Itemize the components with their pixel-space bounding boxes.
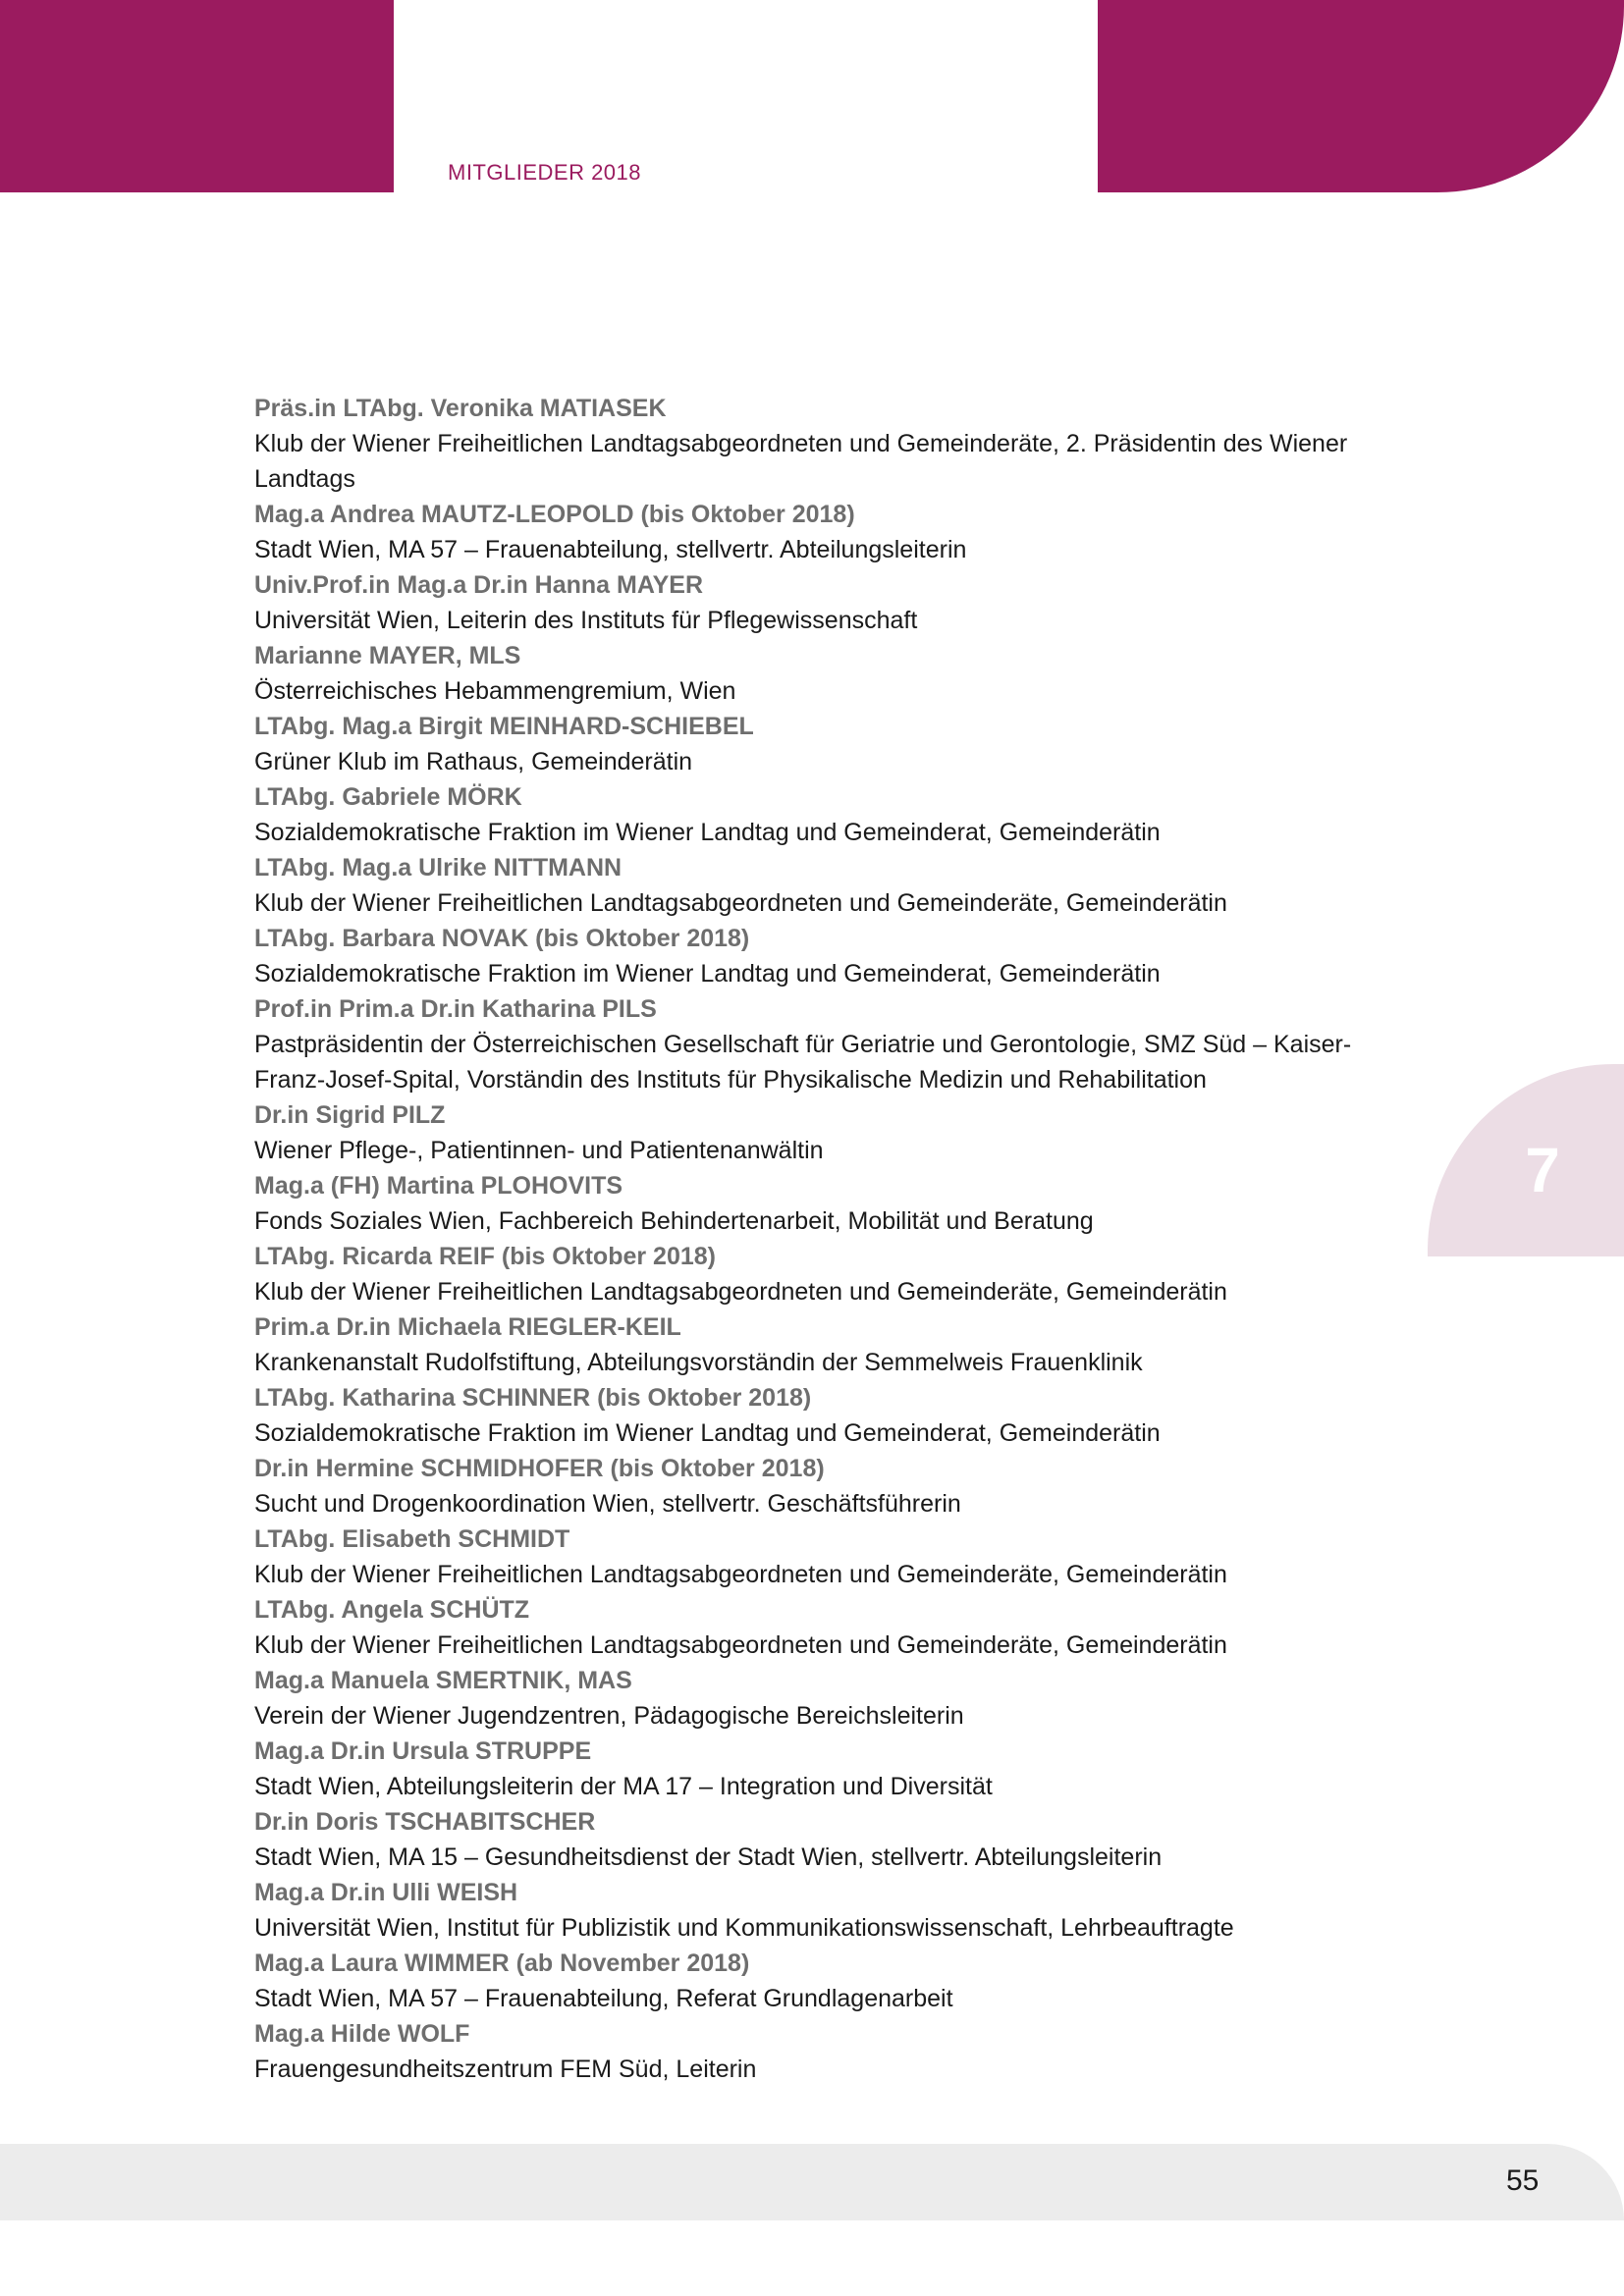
member-affiliation: Klub der Wiener Freiheitlichen Landtagsabgeordneten und Gemeinderäte, Gemeinderätin [254, 1278, 1227, 1306]
member-name: LTAbg. Katharina SCHINNER (bis Oktober 2018) [254, 1384, 812, 1412]
member-name: Prof.in Prim.a Dr.in Katharina PILS [254, 995, 657, 1023]
member-name: Univ.Prof.in Mag.a Dr.in Hanna MAYER [254, 571, 704, 599]
member-affiliation: Klub der Wiener Freiheitlichen Landtagsabgeordneten und Gemeinderäte, Gemeinderätin [254, 1631, 1227, 1659]
member-name: Mag.a Hilde WOLF [254, 2020, 470, 2048]
member-entry [254, 1309, 1354, 1380]
member-name: LTAbg. Mag.a Ulrike NITTMANN [254, 854, 623, 881]
member-name: LTAbg. Angela SCHÜTZ [254, 1596, 530, 1624]
member-name: Mag.a Laura WIMMER (ab November 2018) [254, 1949, 750, 1977]
member-name: Dr.in Sigrid PILZ [254, 1101, 446, 1129]
member-affiliation: Stadt Wien, Abteilungsleiterin der MA 17 – Integration und Diversität [254, 1773, 993, 1800]
member-entry [254, 1592, 1354, 1663]
member-affiliation: Sozialdemokratische Fraktion im Wiener Landtag und Gemeinderat, Gemeinderätin [254, 1419, 1161, 1447]
page-number: 55 [1506, 2164, 1540, 2197]
member-entry [254, 638, 1354, 709]
member-name: Mag.a Manuela SMERTNIK, MAS [254, 1667, 632, 1694]
header-decor-left [0, 0, 394, 192]
member-entry [254, 1946, 1354, 2016]
member-affiliation: Sozialdemokratische Fraktion im Wiener Landtag und Gemeinderat, Gemeinderätin [254, 819, 1161, 846]
member-affiliation: Klub der Wiener Freiheitlichen Landtagsabgeordneten und Gemeinderäte, Gemeinderätin [254, 889, 1227, 917]
member-entry [254, 779, 1354, 850]
member-affiliation: Sucht und Drogenkoordination Wien, stellvertr. Geschäftsführerin [254, 1490, 961, 1518]
member-affiliation: Stadt Wien, MA 57 – Frauenabteilung, stellvertr. Abteilungsleiterin [254, 536, 967, 563]
member-entry [254, 1663, 1354, 1734]
member-entry [254, 1168, 1354, 1239]
member-entry [254, 1734, 1354, 1804]
member-affiliation: Wiener Pflege-, Patientinnen- und Patientenanwältin [254, 1137, 824, 1164]
member-affiliation: Stadt Wien, MA 15 – Gesundheitsdienst der Stadt Wien, stellvertr. Abteilungsleiterin [254, 1843, 1163, 1871]
member-affiliation: Sozialdemokratische Fraktion im Wiener Landtag und Gemeinderat, Gemeinderätin [254, 960, 1161, 988]
member-name: Dr.in Doris TSCHABITSCHER [254, 1808, 596, 1836]
member-name: Mag.a Dr.in Ursula STRUPPE [254, 1737, 592, 1765]
member-entry [254, 1239, 1354, 1309]
member-list [254, 391, 1354, 2087]
member-name: LTAbg. Elisabeth SCHMIDT [254, 1525, 570, 1553]
member-name: LTAbg. Barbara NOVAK (bis Oktober 2018) [254, 925, 750, 952]
member-affiliation: Klub der Wiener Freiheitlichen Landtagsabgeordneten und Gemeinderäte, 2. Präsidentin des Wiener Landtags [254, 430, 1348, 493]
member-entry [254, 1097, 1354, 1168]
member-entry [254, 1522, 1354, 1592]
member-name: Mag.a (FH) Martina PLOHOVITS [254, 1172, 623, 1200]
member-affiliation: Krankenanstalt Rudolfstiftung, Abteilungsvorständin der Semmelweis Frauenklinik [254, 1349, 1143, 1376]
header-decor-right [1098, 0, 1624, 192]
member-entry [254, 391, 1354, 497]
member-affiliation: Stadt Wien, MA 57 – Frauenabteilung, Referat Grundlagenarbeit [254, 1985, 953, 2012]
member-entry [254, 2016, 1354, 2087]
member-name: LTAbg. Ricarda REIF (bis Oktober 2018) [254, 1243, 716, 1270]
member-affiliation: Fonds Soziales Wien, Fachbereich Behindertenarbeit, Mobilität und Beratung [254, 1207, 1094, 1235]
section-header-label: MITGLIEDER 2018 [448, 160, 642, 185]
member-entry [254, 921, 1354, 991]
member-name: Mag.a Dr.in Ulli WEISH [254, 1879, 518, 1906]
member-entry [254, 1380, 1354, 1451]
member-entry [254, 497, 1354, 567]
member-entry [254, 850, 1354, 921]
member-name: Präs.in LTAbg. Veronika MATIASEK [254, 395, 667, 422]
member-entry [254, 1875, 1354, 1946]
member-affiliation: Universität Wien, Institut für Publizistik und Kommunikationswissenschaft, Lehrbeauftragte [254, 1914, 1234, 1942]
member-name: Dr.in Hermine SCHMIDHOFER (bis Oktober 2018) [254, 1455, 825, 1482]
member-name: LTAbg. Gabriele MÖRK [254, 783, 522, 811]
member-affiliation: Grüner Klub im Rathaus, Gemeinderätin [254, 748, 693, 775]
member-affiliation: Pastpräsidentin der Österreichischen Gesellschaft für Geriatrie und Gerontologie, SMZ Süd – Kaiser-Franz-Josef-Spital, Vorständin des Instituts für Physikalische Medizin und Rehabilitation [254, 1031, 1352, 1094]
member-affiliation: Universität Wien, Leiterin des Instituts für Pflegewissenschaft [254, 607, 918, 634]
chapter-number: 7 [1525, 1135, 1560, 1205]
member-entry [254, 991, 1354, 1097]
member-name: Marianne MAYER, MLS [254, 642, 521, 669]
member-entry [254, 567, 1354, 638]
footer-bar [0, 2144, 1624, 2220]
member-name: LTAbg. Mag.a Birgit MEINHARD-SCHIEBEL [254, 713, 754, 740]
member-entry [254, 1451, 1354, 1522]
member-entry [254, 1804, 1354, 1875]
member-affiliation: Klub der Wiener Freiheitlichen Landtagsabgeordneten und Gemeinderäte, Gemeinderätin [254, 1561, 1227, 1588]
member-affiliation: Verein der Wiener Jugendzentren, Pädagogische Bereichsleiterin [254, 1702, 964, 1730]
member-affiliation: Österreichisches Hebammengremium, Wien [254, 677, 736, 705]
member-name: Mag.a Andrea MAUTZ-LEOPOLD (bis Oktober 2018) [254, 501, 855, 528]
member-name: Prim.a Dr.in Michaela RIEGLER-KEIL [254, 1313, 681, 1341]
member-affiliation: Frauengesundheitszentrum FEM Süd, Leiterin [254, 2056, 757, 2083]
member-entry [254, 709, 1354, 779]
